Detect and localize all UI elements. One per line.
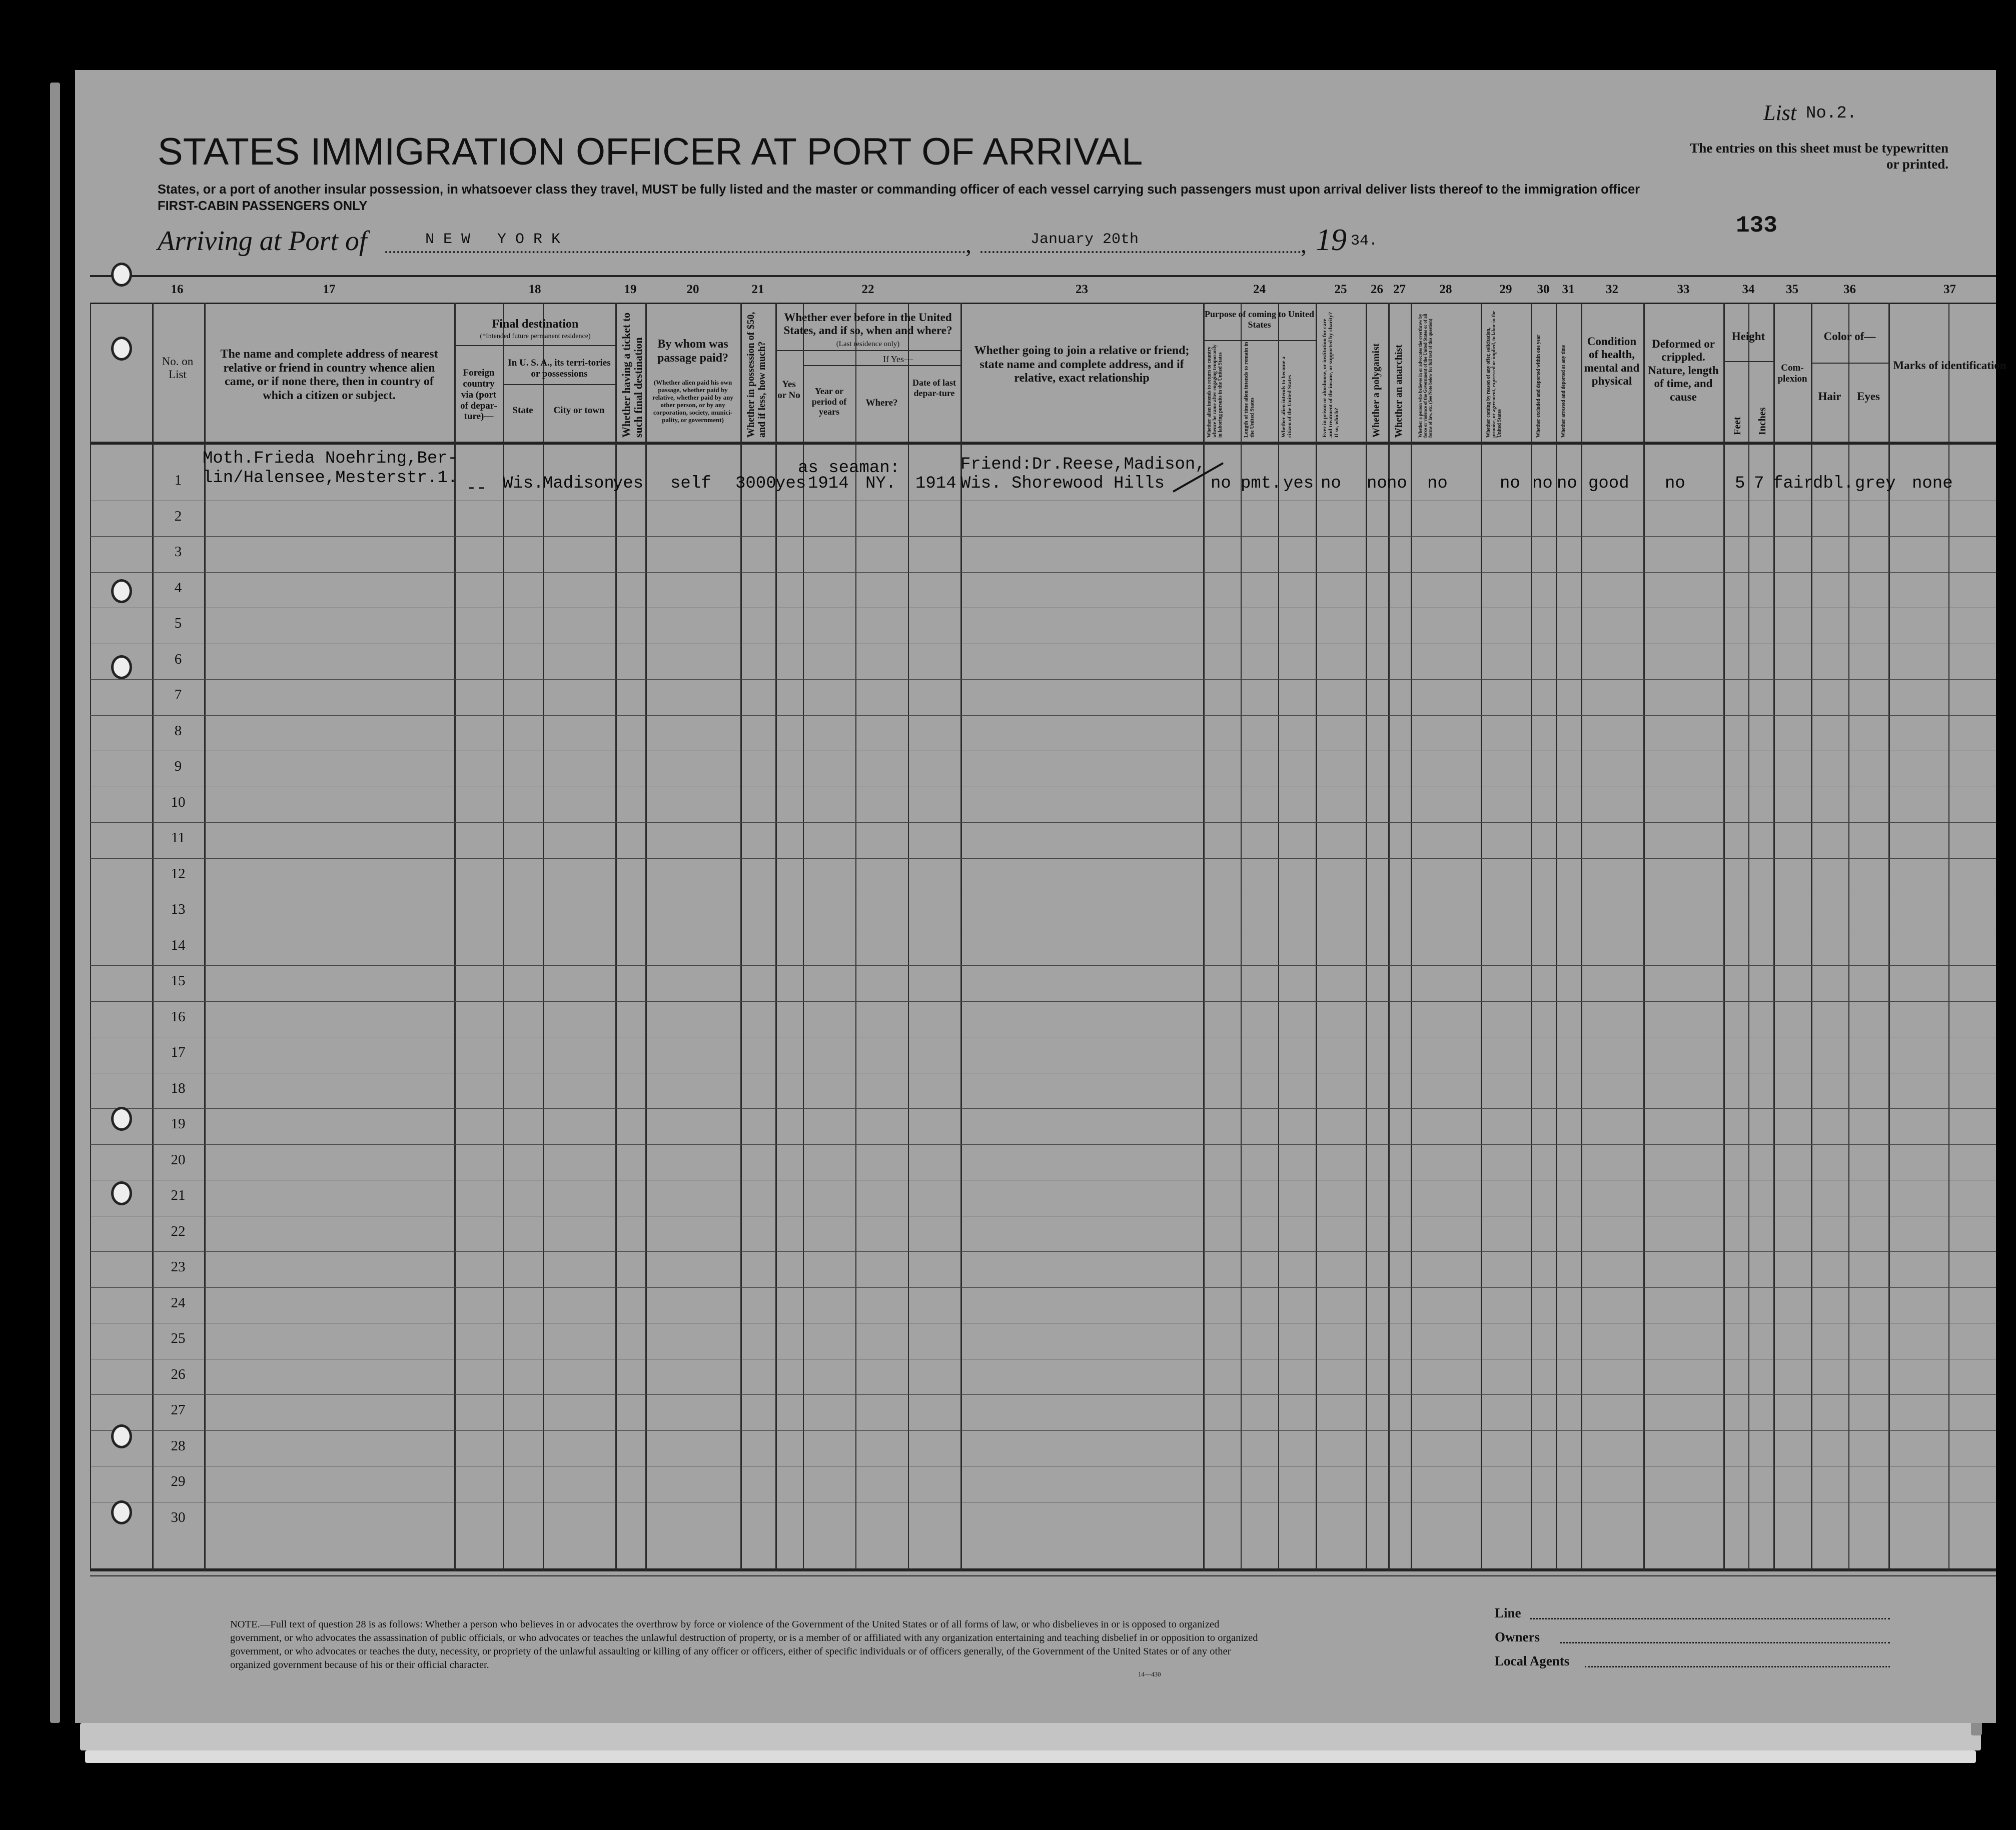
col-num: 18 <box>528 283 541 296</box>
cell-anarchist: no <box>1387 474 1407 493</box>
col-num: 31 <box>1562 283 1575 296</box>
header-money: Whether in possession of $50, and if less, how much? <box>745 312 767 438</box>
cell-purpose-length: pmt. <box>1241 474 1282 493</box>
header-final-destination-note: (*Intended future permanent residence) <box>480 333 591 340</box>
cell-city: Madison <box>543 474 614 493</box>
header-anarchist: Whether an anarchist <box>1393 345 1404 438</box>
cell-polygamist: no <box>1367 474 1387 493</box>
col-num: 16 <box>171 283 184 296</box>
year-prefix: 19 <box>1316 223 1347 257</box>
row-rule <box>90 715 1996 716</box>
sheet-edge <box>80 1723 1981 1750</box>
column-rule <box>90 303 91 1570</box>
col-num: 19 <box>624 283 637 296</box>
row-rule <box>90 965 1996 966</box>
cell-complexion: fair <box>1773 474 1814 493</box>
class-label: FIRST-CABIN PASSENGERS ONLY <box>158 199 368 213</box>
col-num: 20 <box>686 283 699 296</box>
header-purpose-length: Length of time alien intends to remain in the United States <box>1243 342 1256 438</box>
header-foreign-country: Foreign country via (port of depar-ture)— <box>460 368 497 422</box>
col-num: 27 <box>1393 283 1406 296</box>
binder-hole <box>111 337 132 361</box>
cell-join: Wis. Shorewood Hills <box>960 474 1165 493</box>
header-purpose: Purpose of coming to United States <box>1205 309 1314 330</box>
cell-contract: no <box>1500 474 1520 493</box>
header-sub-rule <box>775 350 960 351</box>
agents-label: Local Agents <box>1495 1653 1570 1668</box>
col-num: 32 <box>1606 283 1618 296</box>
column-rule <box>645 303 647 1570</box>
cell-before: yes <box>775 474 806 493</box>
header-sub-rule <box>503 384 615 385</box>
column-rule <box>1723 303 1725 1570</box>
cell-inches: 7 <box>1754 474 1764 493</box>
row-number: 3 <box>174 544 182 560</box>
header-sub-rule <box>803 365 960 366</box>
header-hair: Hair <box>1818 390 1841 403</box>
header-final-destination: Final destination <box>492 318 579 331</box>
cell-money: 3000 <box>735 474 776 493</box>
row-number: 8 <box>174 722 182 739</box>
header-yes-no: Yes or No <box>777 379 800 401</box>
header-height: Height <box>1731 330 1765 343</box>
header-city: City or town <box>553 405 605 416</box>
date-dots <box>980 251 1301 253</box>
header-sub-rule <box>1811 363 1888 364</box>
row-number: 25 <box>171 1330 186 1346</box>
header-state: State <box>512 405 533 416</box>
form-number: 14—430 <box>1138 1670 1161 1678</box>
cell-paid-by: self <box>670 474 711 493</box>
row-number: 19 <box>171 1116 186 1132</box>
header-complexion: Com-plexion <box>1777 363 1807 384</box>
col-num: 25 <box>1334 283 1347 296</box>
header-where: Where? <box>865 398 898 408</box>
binder-hole <box>111 1107 132 1131</box>
cell-excluded: no <box>1532 474 1553 493</box>
binder-hole <box>111 1181 132 1205</box>
column-rule <box>855 303 856 1570</box>
header-period: Year or period of years <box>811 386 847 417</box>
column-rule <box>908 303 909 1570</box>
cell-period: 1914 <box>808 474 849 493</box>
col-num: 22 <box>861 283 874 296</box>
page-title: STATES IMMIGRATION OFFICER AT PORT OF ARRIVAL <box>158 131 1143 173</box>
col-num: 21 <box>751 283 764 296</box>
entries-note: The entries on this sheet must be typewritten or printed. <box>1690 141 1948 172</box>
cell-ticket: yes <box>613 474 644 493</box>
row-number: 17 <box>171 1044 186 1060</box>
row-number: 6 <box>174 651 182 667</box>
cell-deformed: no <box>1665 474 1685 493</box>
table-top-rule <box>90 275 1996 277</box>
column-rule <box>1481 303 1482 1570</box>
cell-state: Wis. <box>503 474 544 493</box>
comma: , <box>965 232 971 258</box>
table-bottom <box>90 1568 1996 1571</box>
col-num: 23 <box>1076 283 1088 296</box>
year-suffix: 34. <box>1351 233 1378 250</box>
header-relative: The name and complete address of nearest relative or friend in country whence alien came, or if none there, then in country of which a citizen or subject. <box>220 348 438 402</box>
row-rule <box>90 1430 1996 1431</box>
arriving-label: Arriving at Port of <box>158 226 367 257</box>
col-num: 35 <box>1786 283 1798 296</box>
cell-relative: lin/Halensee,Mesterstr.1. <box>203 469 458 488</box>
row-number: 21 <box>171 1187 186 1203</box>
row-number: 9 <box>174 758 182 774</box>
page-number: 133 <box>1736 213 1777 239</box>
owners-label: Owners <box>1495 1629 1540 1644</box>
header-contract-labor: Whether coming by reason of any offer, solicitation, promise, or agreement, expressed or implied, to labor in the United States <box>1486 311 1502 438</box>
header-deported: Whether arrested and deported at any time <box>1561 345 1566 438</box>
header-health: Condition of health, mental and physical <box>1584 335 1640 388</box>
cell-marks: none <box>1912 474 1953 493</box>
header-ticket: Whether having a ticket to such final destination <box>620 312 645 438</box>
header-join-relative: Whether going to join a relative or friend; state name and complete address, and if relative, exact relationship <box>974 344 1190 385</box>
port-dots <box>385 251 965 253</box>
col-num: 26 <box>1371 283 1383 296</box>
header-purpose-return: Whether alien intends to return to country whence he came after engaging temporarily in laboring pursuits in the United States <box>1207 344 1223 438</box>
header-purpose-citizen: Whether alien intends to become a citizen of the United States <box>1281 356 1293 438</box>
row-rule <box>90 572 1996 573</box>
table-bottom-rule <box>90 1575 1996 1576</box>
owners-dots <box>1560 1642 1890 1643</box>
cell-prison: no <box>1321 474 1341 493</box>
row-number: 4 <box>174 579 182 596</box>
header-in-usa: In U. S. A., its terri-tories or possessions <box>508 358 611 379</box>
column-rule <box>454 303 456 1570</box>
row-number: 5 <box>174 615 182 631</box>
row-number: 26 <box>171 1366 186 1382</box>
cell-purpose-citizen: yes <box>1283 474 1314 493</box>
header-before-in-us: Whether ever before in the United States, and if so, when and where? <box>783 311 952 337</box>
agents-dots <box>1585 1666 1890 1667</box>
header-deformed: Deformed or crippled. Nature, length of time, and cause <box>1648 338 1719 403</box>
cell-purpose-return: no <box>1211 474 1231 493</box>
row-number: 28 <box>171 1437 186 1454</box>
list-number: No.2. <box>1806 104 1857 123</box>
row-number: 15 <box>171 973 186 989</box>
table-header-bottom <box>90 442 1996 445</box>
cell-join: Friend:Dr.Reese,Madison, <box>960 455 1206 474</box>
row-number: 30 <box>171 1509 186 1525</box>
header-passage-paid: By whom was passage paid? <box>657 338 729 365</box>
col-num: 24 <box>1253 283 1266 296</box>
cell-relative: Moth.Frieda Noehring,Ber- <box>203 449 458 468</box>
header-color-of: Color of— <box>1823 330 1876 343</box>
header-list-no: No. on List <box>162 355 194 381</box>
header-feet: Feet <box>1732 417 1743 435</box>
row-number: 13 <box>171 901 186 917</box>
header-passage-paid-note: (Whether alien paid his own passage, whether paid by relative, whether paid by any other person, or by any corporation, society, munici-pality, or government) <box>652 379 733 424</box>
header-excluded: Whether excluded and deported within one year <box>1536 335 1541 438</box>
cell-where: NY. <box>865 474 896 493</box>
row-number: 7 <box>174 687 182 703</box>
header-marks: Marks of identification <box>1893 359 2006 372</box>
cell-hair: dbl. <box>1813 474 1854 493</box>
row-number: 20 <box>171 1151 186 1168</box>
header-eyes: Eyes <box>1857 390 1880 403</box>
arrival-date: January 20th <box>1031 231 1139 248</box>
col-num: 37 <box>1943 283 1956 296</box>
row-rule <box>90 1001 1996 1002</box>
cell-health: good <box>1588 474 1629 493</box>
header-prison: Ever in prison or almshouse, or institution for care and treatment of the insane, or supported by charity? If so, which? <box>1322 312 1340 438</box>
line-label: Line <box>1495 1605 1521 1620</box>
row-number: 29 <box>171 1473 186 1489</box>
column-rule <box>1748 303 1749 1570</box>
cell-before-note: as seaman: <box>798 459 900 478</box>
footer-note: NOTE.—Full text of question 28 is as follows: Whether a person who believes in or advocates the overthrow by force or violence of the Government of the United States or of all forms of law, or who disbelieves in or is opposed to organized government, or who advocates the assassination of public officials, or who advocates or teaches the unlawful destruction of property, or is a member of or affiliated with any organization entertaining and teaching disbelief in or opposition to organized government, or who advocates or teaches the duty, necessity, or propriety of the unlawful assaulting or killing of any officer or officers, either of specific individuals or of officers generally, of the Government of the United States or of any other organized government because of his or their official character. <box>230 1619 1258 1671</box>
col-num: 34 <box>1742 283 1755 296</box>
row-number: 11 <box>171 830 185 846</box>
binder-hole <box>111 263 132 287</box>
binder-hole <box>111 655 132 679</box>
row-number: 27 <box>171 1402 186 1418</box>
header-inches: Inches <box>1757 407 1768 435</box>
col-num: 30 <box>1537 283 1550 296</box>
list-label: List <box>1763 101 1797 125</box>
cell-foreign: -- <box>466 479 487 498</box>
header-overthrow: Whether a person who believes in or advocates the overthrow by force or violence of the Government of the United States or of all forms of law, etc. (See Note below for full text of this question) <box>1418 314 1433 438</box>
col-num: 33 <box>1677 283 1690 296</box>
comma: , <box>1301 232 1307 258</box>
column-rule <box>1643 303 1645 1570</box>
row-rule <box>90 1108 1996 1109</box>
cell-departure: 1914 <box>915 474 956 493</box>
col-num: 29 <box>1499 283 1512 296</box>
port-name: N E W Y O R K <box>425 231 561 248</box>
row-number: 14 <box>171 937 186 953</box>
cell-deported: no <box>1557 474 1577 493</box>
cell-eyes: grey <box>1855 474 1896 493</box>
header-if-yes: If Yes— <box>882 354 913 364</box>
row-rule <box>90 679 1996 680</box>
sheet-edge <box>85 1750 1976 1763</box>
header-sub-rule <box>454 345 615 346</box>
row-number: 24 <box>171 1294 186 1311</box>
header-before-note: (Last residence only) <box>836 340 900 348</box>
row-rule <box>90 1251 1996 1252</box>
manifest-sheet <box>75 70 2006 1723</box>
row-rule <box>90 822 1996 823</box>
column-rule <box>152 303 154 1570</box>
row-number: 23 <box>171 1259 186 1275</box>
binder-hole <box>111 1424 132 1448</box>
binder-hole <box>111 1500 132 1524</box>
binder-hole <box>111 579 132 603</box>
row-number: 18 <box>171 1080 186 1096</box>
row-number: 1 <box>174 472 182 488</box>
column-rule <box>204 303 206 1570</box>
row-rule <box>90 1287 1996 1288</box>
header-departure-date: Date of last depar-ture <box>912 378 956 398</box>
col-num: 17 <box>323 283 336 296</box>
header-sub-rule <box>1723 361 1773 362</box>
table-header-top <box>90 303 1996 304</box>
col-num: 28 <box>1439 283 1452 296</box>
row-number: 2 <box>174 508 182 524</box>
instruction-text: States, or a port of another insular possession, in whatsoever class they travel, MUST be fully listed and the master or commanding officer of each vessel carrying such passengers must upon arrival deliver lists thereof to the immigration officer <box>158 183 1640 197</box>
row-number: 12 <box>171 865 186 882</box>
cell-feet: 5 <box>1735 474 1745 493</box>
column-rule <box>1316 303 1317 1570</box>
col-num: 36 <box>1843 283 1856 296</box>
row-number: 22 <box>171 1223 186 1239</box>
row-rule <box>90 1144 1996 1145</box>
cell-overthrow: no <box>1427 474 1448 493</box>
column-rule <box>1581 303 1582 1570</box>
column-rule <box>1411 303 1412 1570</box>
header-polygamist: Whether a polygamist <box>1371 343 1382 438</box>
line-dots <box>1530 1618 1890 1619</box>
row-rule <box>90 858 1996 859</box>
row-number: 10 <box>171 794 186 810</box>
row-number: 16 <box>171 1008 186 1025</box>
row-rule <box>90 1394 1996 1395</box>
row-rule <box>90 536 1996 537</box>
sheet-edge <box>50 83 60 1723</box>
